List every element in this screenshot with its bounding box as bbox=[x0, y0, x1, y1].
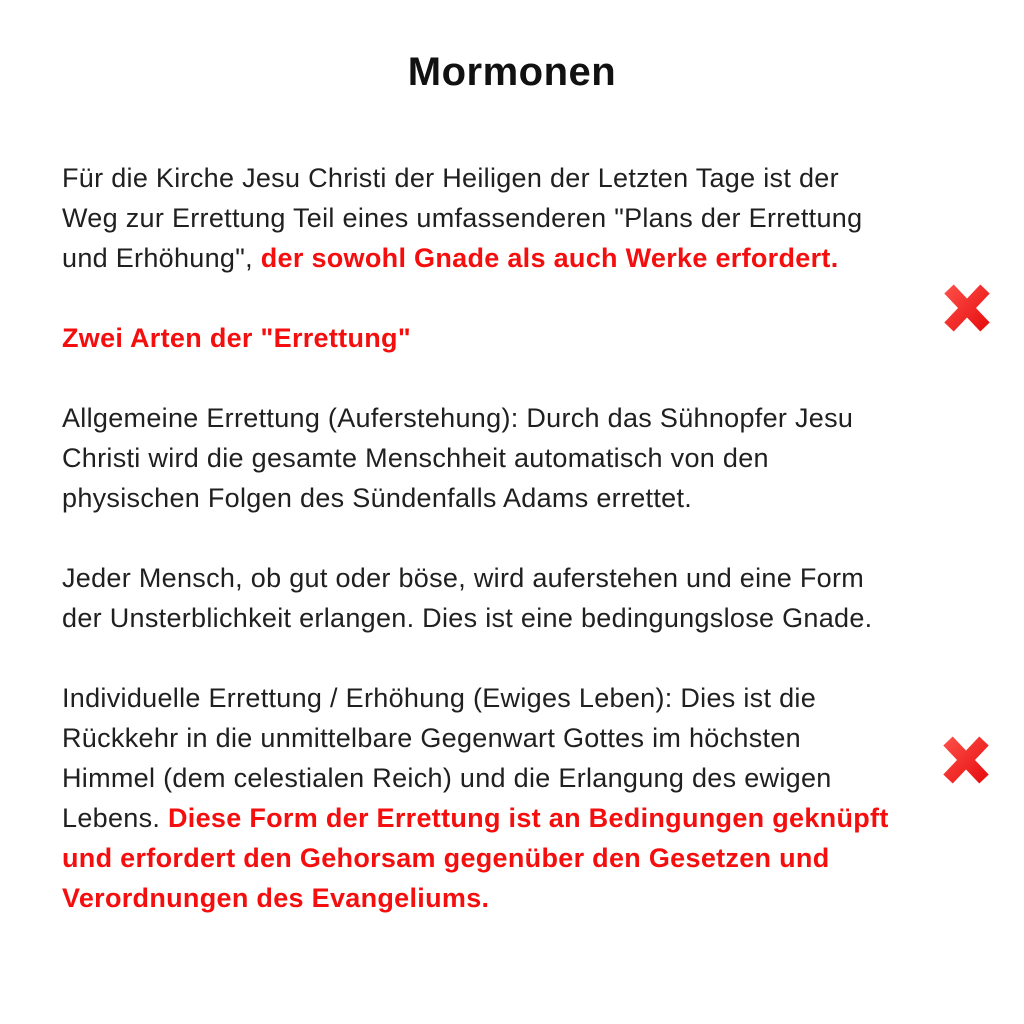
text-line bbox=[62, 758, 962, 798]
general-salvation-paragraph bbox=[62, 398, 962, 518]
emphasis-red-text: und erfordert den Gehorsam gegenüber den Gesetzen und bbox=[62, 843, 830, 873]
text-line bbox=[62, 798, 962, 838]
body-text: physischen Folgen des Sündenfalls Adams errettet. bbox=[62, 483, 693, 513]
text-line bbox=[62, 318, 962, 358]
resurrection-paragraph bbox=[62, 558, 962, 638]
text-line bbox=[62, 198, 962, 238]
body-text: und Erhöhung", bbox=[62, 243, 261, 273]
body-text: Weg zur Errettung Teil eines umfassenderen "Plans der Errettung bbox=[62, 203, 863, 233]
text-line bbox=[62, 718, 962, 758]
section-heading bbox=[62, 318, 962, 358]
page-title: Mormonen bbox=[407, 50, 617, 94]
text-line bbox=[62, 838, 962, 878]
body-text: Rückkehr in die unmittelbare Gegenwart Gottes im höchsten bbox=[62, 723, 801, 753]
body-text: Individuelle Errettung / Erhöhung (Ewiges Leben): Dies ist die bbox=[62, 683, 817, 713]
red-cross-mark-icon bbox=[941, 734, 991, 786]
body-text: Jeder Mensch, ob gut oder böse, wird auferstehen und eine Form bbox=[62, 563, 865, 593]
text-line bbox=[62, 238, 962, 278]
body-text: Allgemeine Errettung (Auferstehung): Durch das Sühnopfer Jesu bbox=[62, 403, 854, 433]
body-text: Himmel (dem celestialen Reich) und die Erlangung des ewigen bbox=[62, 763, 832, 793]
text-line bbox=[62, 878, 962, 918]
text-line bbox=[62, 678, 962, 718]
text-line bbox=[62, 478, 962, 518]
text-line bbox=[62, 398, 962, 438]
text-line bbox=[62, 598, 962, 638]
red-cross-mark-icon bbox=[942, 282, 992, 334]
text-line bbox=[62, 158, 962, 198]
body-text: Für die Kirche Jesu Christi der Heiligen der Letzten Tage ist der bbox=[62, 163, 839, 193]
document-body bbox=[62, 158, 962, 958]
intro-paragraph bbox=[62, 158, 962, 278]
emphasis-red-text: Zwei Arten der "Errettung" bbox=[62, 323, 411, 353]
emphasis-red-text: der sowohl Gnade als auch Werke erfordert. bbox=[260, 243, 839, 273]
body-text: Lebens. bbox=[62, 803, 168, 833]
individual-salvation-paragraph bbox=[62, 678, 962, 918]
text-line bbox=[62, 558, 962, 598]
emphasis-red-text: Verordnungen des Evangeliums. bbox=[62, 883, 490, 913]
text-line bbox=[62, 438, 962, 478]
body-text: der Unsterblichkeit erlangen. Dies ist eine bedingungslose Gnade. bbox=[62, 603, 873, 633]
body-text: Christi wird die gesamte Menschheit automatisch von den bbox=[62, 443, 769, 473]
emphasis-red-text: Diese Form der Errettung ist an Bedingungen geknüpft bbox=[167, 803, 889, 833]
